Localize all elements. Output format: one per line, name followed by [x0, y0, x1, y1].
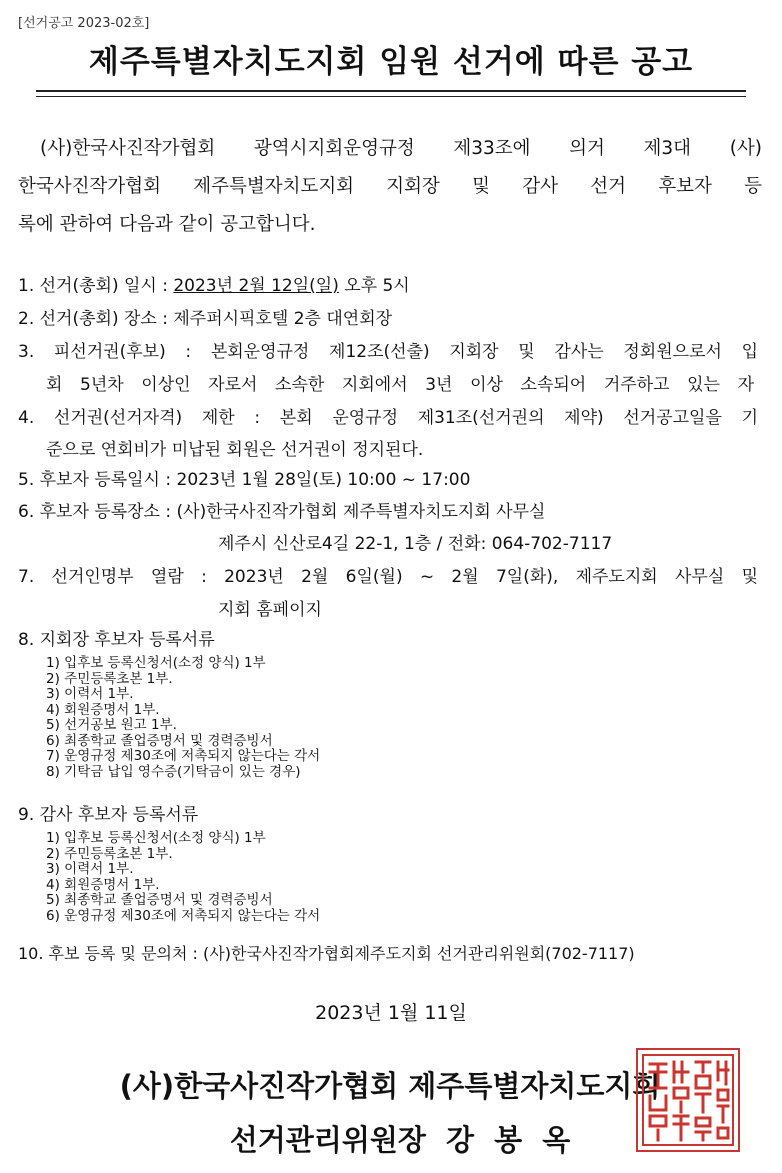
list-item: 3) 이력서 1부.: [46, 686, 134, 702]
list-item: 6) 운영규정 제30조에 저촉되지 않는다는 각서: [46, 907, 321, 924]
list-item: 7) 운영규정 제30조에 저촉되지 않는다는 각서: [46, 748, 321, 764]
list-item: 2) 주민등록초본 1부.: [46, 670, 173, 687]
item-8-docs-list: [46, 656, 320, 780]
list-item: 4) 회원증명서 1부.: [46, 701, 160, 718]
intro-line-3: 록에 관하여 다음과 같이 공고합니다.: [18, 214, 316, 235]
item-6-line-2: 제주시 신산로4길 22-1, 1층 / 전화: 064-702-7117: [218, 534, 613, 554]
list-item: 1) 입후보 등록신청서(소정 양식) 1부: [46, 830, 266, 846]
organization-name: (사)한국사진작가협회 제주특별자치도지회: [119, 1069, 661, 1103]
list-item: 5) 최종학교 졸업증명서 및 경력증빙서: [46, 892, 273, 908]
item-8-heading: 8. 지회장 후보자 등록서류: [18, 630, 215, 650]
list-item: 8) 기탁금 납입 영수증(기탁금이 있는 경우): [46, 763, 301, 780]
item-3-line-2: 회 5년차 이상인 자로서 소속한 지회에서 3년 이상 소속되어 거주하고 있는 자: [46, 375, 754, 395]
title-divider-thin: [36, 96, 746, 97]
chairman-signature: 선거관리위원장 강 봉 옥: [229, 1123, 571, 1157]
list-item: 1) 입후보 등록신청서(소정 양식) 1부: [46, 655, 266, 671]
item-1-election-datetime: [18, 271, 410, 296]
item-1-time: 오후 5시: [338, 276, 410, 296]
notice-date: 2023년 1월 11일: [315, 1002, 467, 1024]
list-item: 6) 최종학교 졸업증명서 및 경력증빙서: [46, 732, 273, 749]
item-10-contact: 10. 후보 등록 및 문의처 : (사)한국사진작가협회제주도지회 선거관리위원회(702-7117): [18, 944, 635, 963]
item-7-line-1: 7. 선거인명부 열람 : 2023년 2월 6일(월) ~ 2월 7일(화), 제주도지회 사무실 및: [18, 567, 758, 587]
item-3-line-1: 3. 피선거권(후보) : 본회운영규정 제12조(선출) 지회장 및 감사는 정회원으로서 입: [18, 342, 758, 362]
item-1-label: 1. 선거(총회) 일시 :: [18, 276, 174, 296]
intro-line-1: (사)한국사진작가협회 광역시지회운영규정 제33조에 의거 제3대 (사): [40, 138, 762, 159]
item-5-registration-datetime: 5. 후보자 등록일시 : 2023년 1월 28일(토) 10:00 ~ 17:00: [18, 470, 471, 490]
intro-paragraph: [18, 130, 762, 244]
item-9-docs-list: [46, 831, 320, 924]
item-2-election-venue: 2. 선거(총회) 장소 : 제주퍼시픽호텔 2층 대연회장: [18, 309, 393, 329]
seal-glyph-pattern: [638, 1050, 738, 1150]
page-title: 제주특별자치도지회 임원 선거에 따른 공고: [88, 44, 694, 80]
list-item: 2) 주민등록초본 1부.: [46, 845, 173, 862]
item-4-line-2: 준으로 연회비가 미납된 회원은 선거권이 정지된다.: [46, 440, 424, 460]
list-item: 4) 회원증명서 1부.: [46, 876, 160, 893]
list-item: 3) 이력서 1부.: [46, 861, 134, 877]
item-9-heading: 9. 감사 후보자 등록서류: [18, 805, 199, 825]
item-6-line-1: 6. 후보자 등록장소 : (사)한국사진작가협회 제주특별자치도지회 사무실: [18, 502, 546, 522]
list-item: 5) 선거공보 원고 1부.: [46, 717, 177, 733]
item-1-date: 2023년 2월 12일(일): [173, 276, 339, 296]
intro-line-2: 한국사진작가협회 제주특별자치도지회 지회장 및 감사 선거 후보자 등: [18, 176, 762, 197]
title-divider-thick: [36, 90, 746, 92]
item-7-line-2: 지회 홈페이지: [218, 600, 322, 620]
official-seal-stamp: [636, 1048, 740, 1152]
item-4-line-1: 4. 선거권(선거자격) 제한 : 본회 운영규정 제31조(선거권의 제약) 선거공고일을 기: [18, 408, 758, 428]
notice-number: [선거공고 2023-02호]: [18, 16, 150, 31]
